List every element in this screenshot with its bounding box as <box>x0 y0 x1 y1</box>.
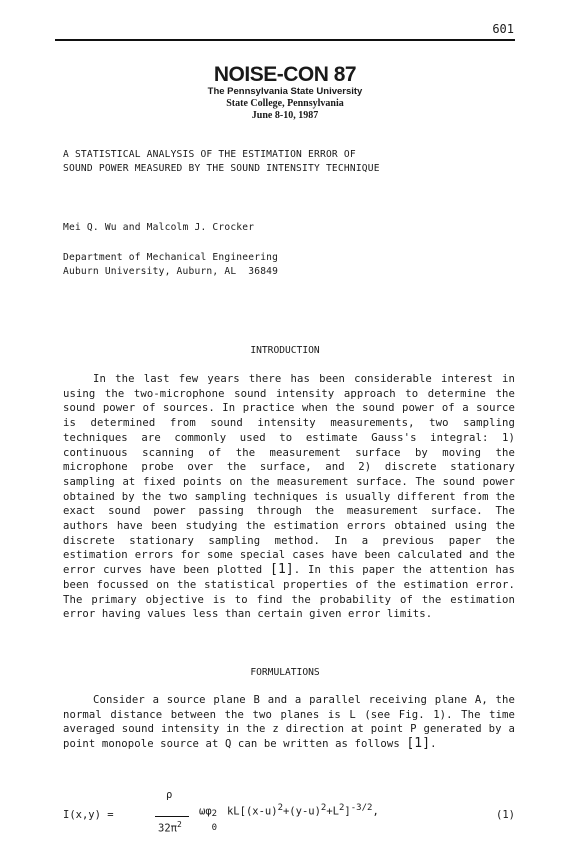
introduction-text-a: In the last few years there has been considerable interest in using the two-microphone sound intensity approach to determine the sound power of sources. In practice when the sound power of a source is determined from sound intensity measurements, two sampling techniques are commonly used to estimate Gauss's integral: 1) continuous scanning of the measurement surface by moving the microphone probe over the surface, and 2) discrete stationary sampling at fixed points on the measurement surface. The sound power obtained by the two sampling techniques is usually different from the exact sound power passing through the measurement surface. The authors have been studying the estimation errors obtained using the discrete stationary sampling method. In a previous paper the estimation errors for some special cases have been calculated and the error curves have been plotted <box>63 373 515 577</box>
conference-university: The Pennsylvania State University <box>207 86 363 97</box>
formulations-paragraph <box>63 693 515 752</box>
equation-1 <box>63 786 515 836</box>
introduction-paragraph <box>63 372 515 622</box>
header-rule <box>55 39 515 41</box>
introduction-citation: [1] <box>270 562 294 578</box>
introduction-text-b: . In this paper the attention has been focussed on the statistical properties of the estimation error. The primary objective is to find the probability of the estimation error having values less than certain given error limits. <box>63 564 515 621</box>
page-number: 601 <box>492 22 514 36</box>
conference-city: State College, Pennsylvania <box>226 98 344 109</box>
affiliation-line-1: Department of Mechanical Engineering <box>63 252 279 263</box>
authors: Mei Q. Wu and Malcolm J. Crocker <box>63 222 255 233</box>
conference-title: NOISE-CON 87 <box>213 63 357 86</box>
formulations-text-a: Consider a source plane B and a parallel receiving plane A, the normal distance between the two planes is L (see Fig. 1). The time averaged sound intensity in the z direction at point P generated by a point monopole source at Q can be written as follows <box>63 694 515 751</box>
paper-title-line-2: SOUND POWER MEASURED BY THE SOUND INTENSITY TECHNIQUE <box>63 163 380 174</box>
conference-dates: June 8-10, 1987 <box>251 110 319 121</box>
paper-title-line-1: A STATISTICAL ANALYSIS OF THE ESTIMATION ERROR OF <box>63 149 356 160</box>
formulations-text-b: . <box>430 738 437 751</box>
formulations-citation: [1] <box>406 736 431 752</box>
equation-body: ωφ 2 0 $kL[(x-u)^2+(y-u)^2+L^2]^{-3/2}$, <box>199 803 379 833</box>
fraction-bar <box>155 816 189 817</box>
introduction-heading: INTRODUCTION <box>250 345 320 356</box>
equation-lhs: I(x,y) = <box>63 809 114 821</box>
equation-numerator: ρ <box>166 789 173 801</box>
equation-number: (1) <box>496 809 515 821</box>
equation-denominator: $32\pi^2$ <box>158 820 182 835</box>
affiliation-line-2: Auburn University, Auburn, AL 36849 <box>63 266 279 277</box>
formulations-heading: FORMULATIONS <box>250 667 320 678</box>
